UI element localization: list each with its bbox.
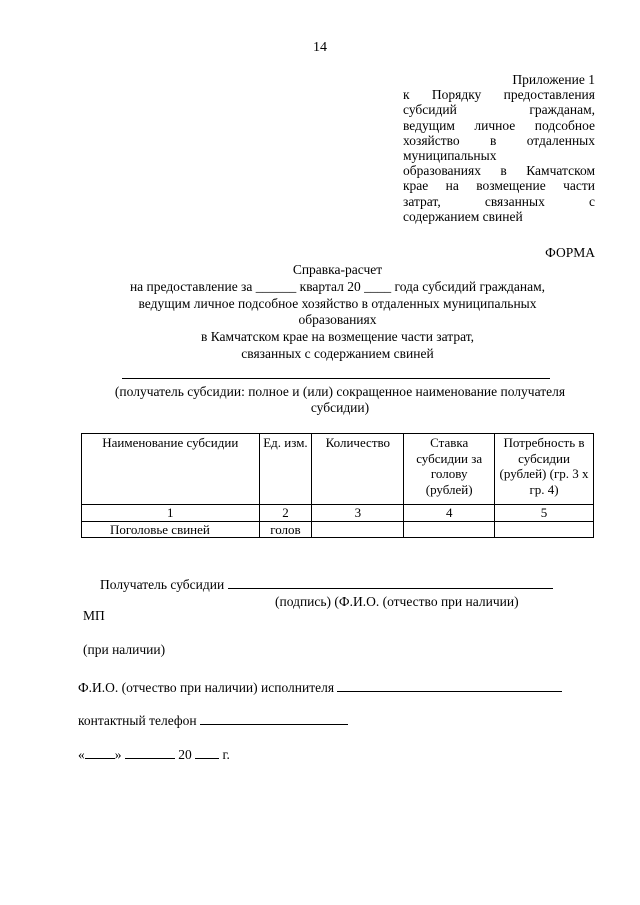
appendix-line: муниципальных bbox=[403, 148, 497, 164]
table-number-row bbox=[82, 505, 594, 522]
title-line: ведущим личное подсобное хозяйство в отдаленных муниципальных bbox=[138, 295, 537, 311]
title-line: образованиях bbox=[298, 312, 377, 328]
appendix-line: ведущим личное подсобное bbox=[403, 117, 595, 133]
table-header-row bbox=[82, 434, 594, 505]
day-field[interactable] bbox=[85, 745, 115, 759]
appendix-block bbox=[403, 72, 595, 224]
stamp-label: МП bbox=[83, 608, 105, 623]
document-title bbox=[90, 262, 585, 363]
appendix-line: к Порядку предоставления bbox=[403, 87, 595, 103]
column-number: 1 bbox=[82, 505, 260, 522]
month-field[interactable] bbox=[125, 745, 175, 759]
table-header-cell: Ставка субсидии за голову (рублей) bbox=[404, 434, 495, 505]
column-number: 5 bbox=[495, 505, 594, 522]
need-cell[interactable] bbox=[495, 521, 594, 538]
appendix-line: образованиях в Камчатском bbox=[403, 163, 595, 179]
appendix-line: субсидий гражданам, bbox=[403, 102, 595, 118]
title-line: в Камчатском крае на возмещение части затрат, bbox=[200, 329, 475, 345]
signature-hint: (подпись) (Ф.И.О. (отчество при наличии) bbox=[275, 594, 519, 609]
stamp-hint: (при наличии) bbox=[83, 642, 166, 657]
table-header-cell: Ед. изм. bbox=[259, 434, 312, 505]
column-number: 3 bbox=[312, 505, 404, 522]
page-number: 14 bbox=[313, 40, 327, 55]
year-suffix: г. bbox=[222, 747, 230, 762]
signature-label: Получатель субсидии bbox=[100, 577, 225, 592]
subsidy-table bbox=[81, 433, 594, 538]
executor-line bbox=[78, 678, 562, 696]
phone-field[interactable] bbox=[200, 711, 348, 725]
executor-field[interactable] bbox=[337, 678, 562, 692]
phone-line bbox=[78, 711, 348, 729]
date-open-quote: « bbox=[78, 747, 85, 762]
appendix-line: хозяйство в отдаленных bbox=[403, 132, 595, 148]
date-line bbox=[78, 745, 230, 763]
recipient-hint-line: субсидии) bbox=[310, 400, 370, 415]
executor-label: Ф.И.О. (отчество при наличии) исполнителя bbox=[78, 680, 335, 695]
column-number: 4 bbox=[404, 505, 495, 522]
appendix-line: крае на возмещение части bbox=[403, 178, 595, 194]
appendix-line: Приложение 1 bbox=[512, 72, 595, 87]
rate-cell[interactable] bbox=[404, 521, 495, 538]
signature-field[interactable] bbox=[228, 575, 553, 589]
form-label: ФОРМА bbox=[545, 245, 595, 260]
title-line: Справка-расчет bbox=[292, 262, 383, 277]
title-line: на предоставление за ______ квартал 20 ____ года субсидий гражданам, bbox=[129, 278, 546, 294]
year-field[interactable] bbox=[195, 745, 219, 759]
appendix-line: содержанием свиней bbox=[403, 208, 523, 224]
recipient-hint-line: (получатель субсидии: полное и (или) сокращенное наименование получателя bbox=[114, 384, 566, 399]
quantity-cell[interactable] bbox=[312, 521, 404, 538]
phone-label: контактный телефон bbox=[78, 713, 197, 728]
table-cell: голов bbox=[259, 521, 312, 538]
table-row bbox=[82, 521, 594, 538]
title-line: связанных с содержанием свиней bbox=[241, 345, 434, 361]
table-header-cell: Количество bbox=[312, 434, 404, 505]
signature-line bbox=[100, 575, 553, 593]
appendix-line: затрат, связанных с bbox=[403, 193, 595, 209]
recipient-name-field[interactable] bbox=[122, 378, 550, 379]
table-cell: Поголовье свиней bbox=[82, 521, 260, 538]
date-close-quote: » bbox=[114, 747, 122, 762]
recipient-hint bbox=[70, 384, 610, 416]
year-prefix: 20 bbox=[178, 747, 192, 762]
column-number: 2 bbox=[259, 505, 312, 522]
table-header-cell: Наименование субсидии bbox=[82, 434, 260, 505]
table-header-cell: Потребность в субсидии (рублей) (гр. 3 x гр. 4) bbox=[495, 434, 594, 505]
